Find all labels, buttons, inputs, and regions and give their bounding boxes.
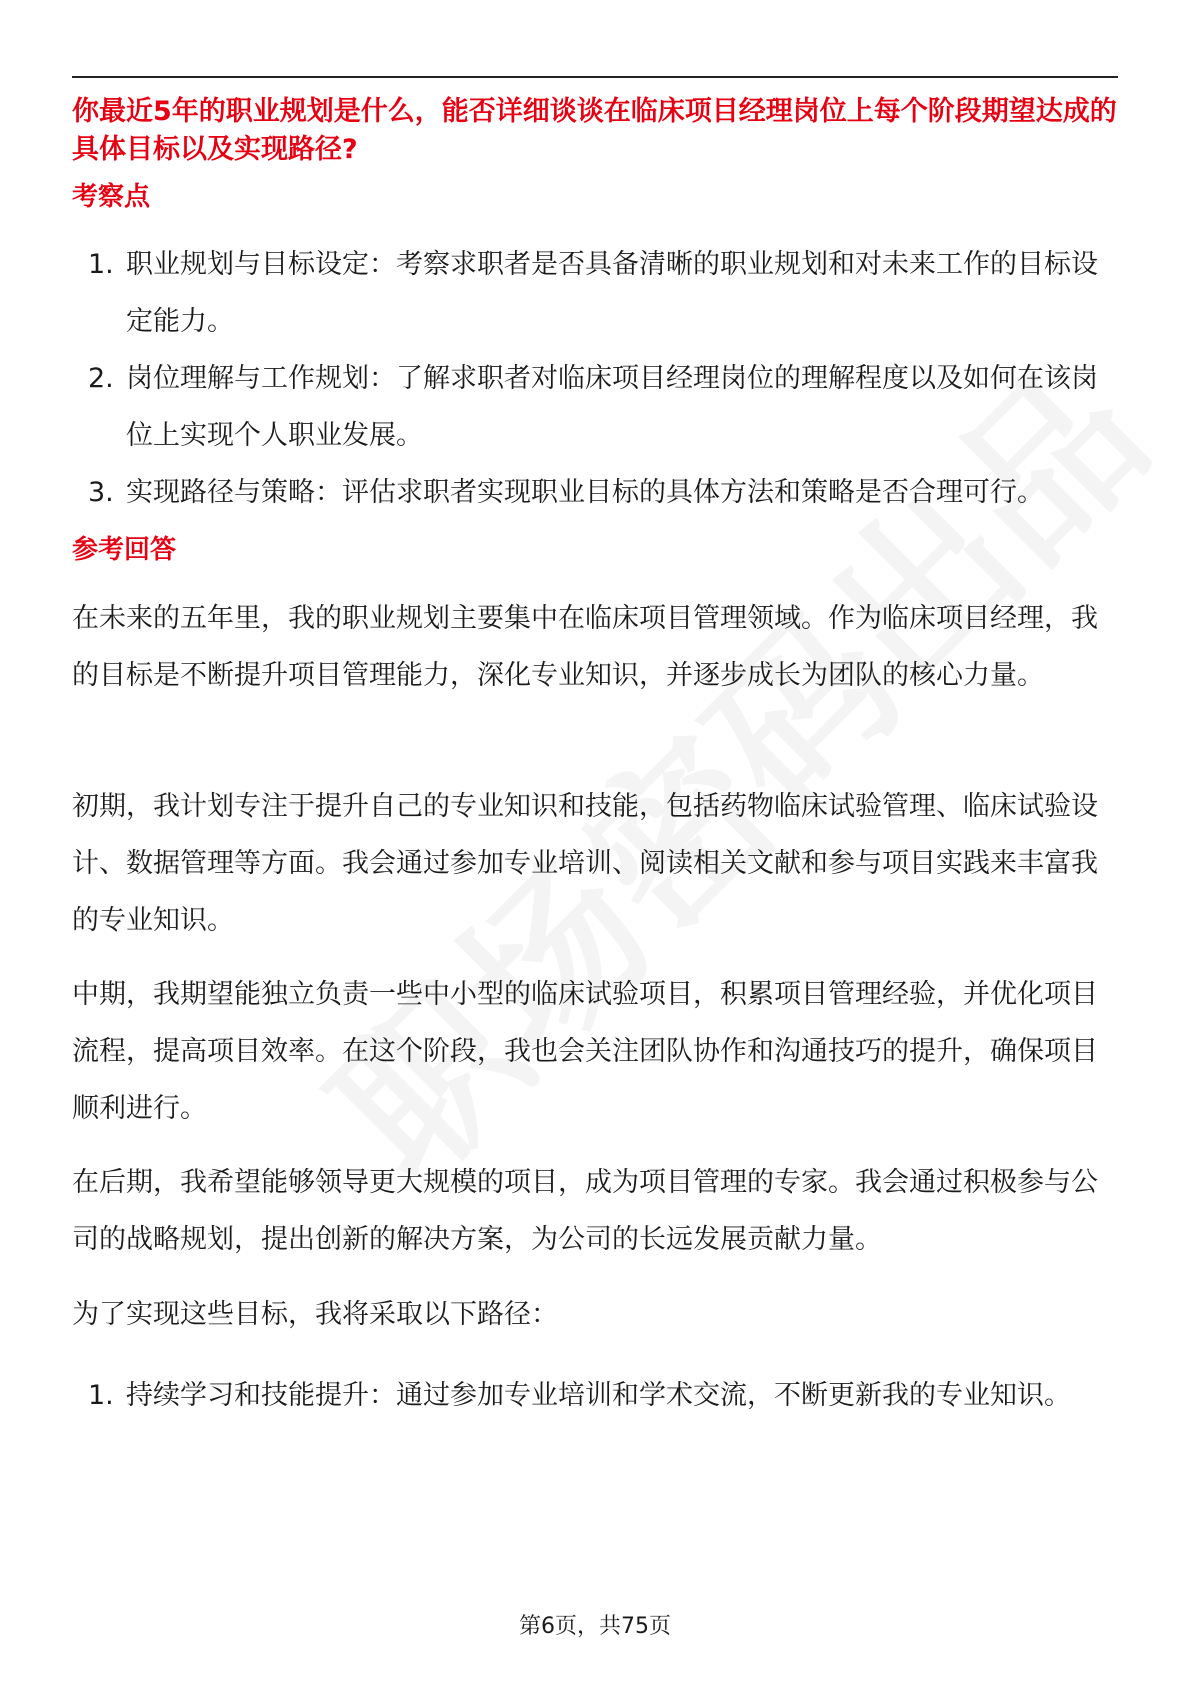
list-item	[72, 350, 1118, 464]
list-text: 实现路径与策略：评估求职者实现职业目标的具体方法和策略是否合理可行。	[126, 477, 1044, 508]
top-divider	[72, 76, 1118, 78]
points-heading: 考察点	[72, 182, 151, 212]
paragraph: 中期，我期望能独立负责一些中小型的临床试验项目，积累项目管理经验，并优化项目流程，提高项目效率。在这个阶段，我也会关注团队协作和沟通技巧的提升，确保项目顺利进行。	[72, 979, 1098, 1124]
list-text: 岗位理解与工作规划：了解求职者对临床项目经理岗位的理解程度以及如何在该岗位上实现个人职业发展。	[126, 363, 1098, 451]
list-number: 1.	[88, 249, 114, 280]
paragraph: 在后期，我希望能够领导更大规模的项目，成为项目管理的专家。我会通过积极参与公司的战略规划，提出创新的解决方案，为公司的长远发展贡献力量。	[72, 1167, 1098, 1255]
question-title: 你最近5年的职业规划是什么，能否详细谈谈在临床项目经理岗位上每个阶段期望达成的具体目标以及实现路径?	[72, 96, 1117, 165]
list-text: 持续学习和技能提升：通过参加专业培训和学术交流，不断更新我的专业知识。	[126, 1380, 1071, 1411]
list-number: 2.	[88, 363, 114, 394]
points-list	[72, 236, 1118, 521]
answer-heading: 参考回答	[72, 535, 177, 565]
page-footer: 第6页，共75页	[519, 1614, 671, 1639]
list-text: 职业规划与目标设定：考察求职者是否具备清晰的职业规划和对未来工作的目标设定能力。	[126, 249, 1098, 337]
path-list	[72, 1367, 1118, 1424]
list-item	[72, 236, 1118, 350]
paragraph: 在未来的五年里，我的职业规划主要集中在临床项目管理领域。作为临床项目经理，我的目标是不断提升项目管理能力，深化专业知识，并逐步成长为团队的核心力量。	[72, 603, 1098, 691]
list-number: 3.	[88, 477, 114, 508]
paragraph: 为了实现这些目标，我将采取以下路径：	[72, 1299, 558, 1330]
paragraph: 初期，我计划专注于提升自己的专业知识和技能，包括药物临床试验管理、临床试验设计、数据管理等方面。我会通过参加专业培训、阅读相关文献和参与项目实践来丰富我的专业知识。	[72, 791, 1098, 936]
list-number: 1.	[88, 1380, 114, 1411]
list-item	[72, 1367, 1118, 1424]
list-item	[72, 464, 1118, 521]
